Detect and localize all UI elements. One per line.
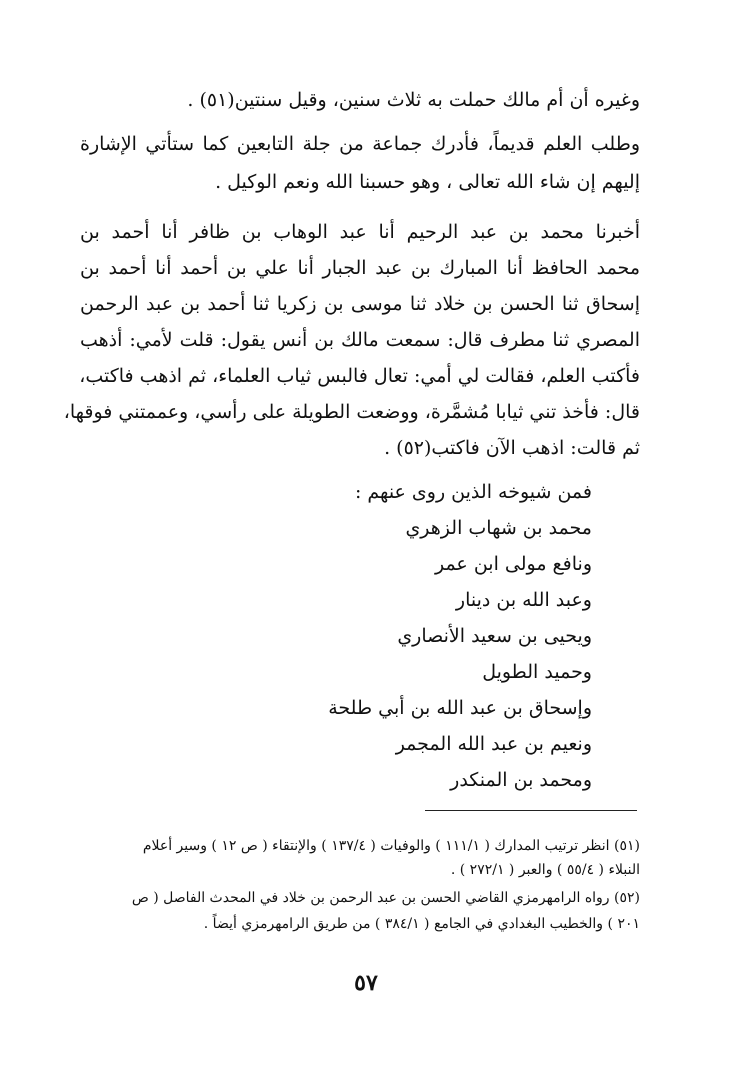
list-item: محمد بن شهاب الزهري <box>405 517 592 539</box>
footnote-line: ٢٠١ ) والخطيب البغدادي في الجامع ( ٣٨٤/١ ) من طريق الرامهرمزي أيضاً . <box>203 916 640 932</box>
text-line: إليهم إن شاء الله تعالى ، وهو حسبنا الله ونعم الوكيل . <box>215 171 640 193</box>
list-item: وعبد الله بن دينار <box>455 589 592 611</box>
footnote-line: (٥٢) رواه الرامهرمزي القاضي الحسن بن عبد الرحمن بن خلاد في المحدث الفاصل ( ص <box>131 890 640 906</box>
text-line: إسحاق ثنا الحسن بن خلاد ثنا موسى بن زكريا ثنا أحمد بن عبد الرحمن <box>80 293 640 315</box>
footnote-line: النبلاء ( ٥٥/٤ ) والعبر ( ٢٧٢/١ ) . <box>450 862 640 878</box>
text-line: محمد الحافظ أنا المبارك بن عبد الجبار أنا علي بن أحمد أنا أحمد بن <box>80 257 640 279</box>
list-item: ويحيى بن سعيد الأنصاري <box>397 625 592 647</box>
text-line: قال: فأخذ تني ثيابا مُشمَّرة، ووضعت الطويلة على رأسي، وعممتني فوقها، <box>63 401 640 423</box>
list-item: وحميد الطويل <box>482 661 592 683</box>
list-item: ونافع مولى ابن عمر <box>434 553 592 575</box>
footnote-line: (٥١) انظر ترتيب المدارك ( ١١١/١ ) والوفيات ( ١٣٧/٤ ) والإنتقاء ( ص ١٢ ) وسير أعلام <box>142 838 640 854</box>
text-line: ثم قالت: اذهب الآن فاكتب(٥٢) . <box>384 437 640 459</box>
list-item: ومحمد بن المنكدر <box>450 769 592 791</box>
text-line: أخبرنا محمد بن عبد الرحيم أنا عبد الوهاب بن ظافر أنا أحمد بن <box>80 221 640 243</box>
footnote-separator <box>425 810 637 811</box>
list-intro: فمن شيوخه الذين روى عنهم : <box>354 481 592 503</box>
list-item: وإسحاق بن عبد الله بن أبي طلحة <box>328 697 592 719</box>
list-item: ونعيم بن عبد الله المجمر <box>395 733 592 755</box>
page-number: ٥٧ <box>354 970 378 996</box>
text-line: المصري ثنا مطرف قال: سمعت مالك بن أنس يقول: قلت لأمي: أذهب <box>80 329 640 351</box>
text-line: وطلب العلم قديماً، فأدرك جماعة من جلة التابعين كما ستأتي الإشارة <box>80 133 640 155</box>
text-line: فأكتب العلم، فقالت لي أمي: تعال فالبس ثياب العلماء، ثم اذهب فاكتب، <box>79 365 640 387</box>
text-line: وغيره أن أم مالك حملت به ثلاث سنين، وقيل سنتين(٥١) . <box>187 89 640 111</box>
